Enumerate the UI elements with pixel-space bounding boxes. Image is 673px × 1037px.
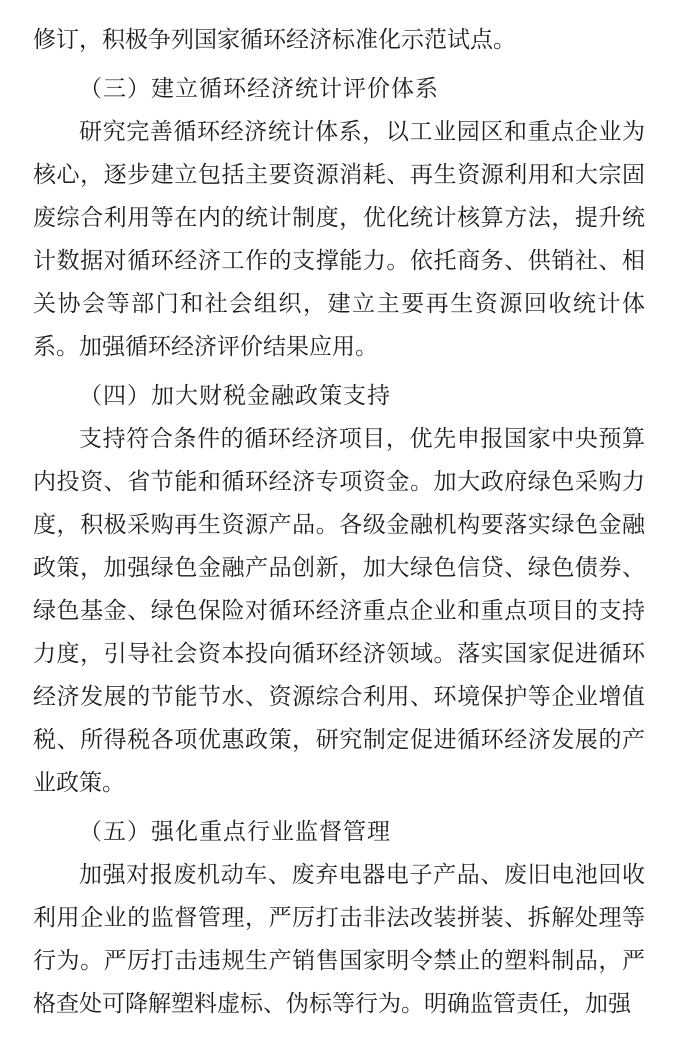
- section-heading-3: （三）建立循环经济统计评价体系: [79, 76, 439, 101]
- paragraph-industry-supervision: 加强对报废机动车、废弃电器电子产品、废旧电池回收利用企业的监督管理，严厉打击非法改装拼装、拆解处理等行为。严厉打击违规生产销售国家明令禁止的塑料制品，严格查处可降解塑料虚标、伪标等行为。明确监管责任，加强: [33, 862, 645, 1016]
- paragraph-fiscal-finance-policy: 支持符合条件的循环经济项目，优先申报国家中央预算内投资、省节能和循环经济专项资金。加大政府绿色采购力度，积极采购再生资源产品。各级金融机构要落实绿色金融政策，加强绿色金融产品创新，加大绿色信贷、绿色债券、绿色基金、绿色保险对循环经济重点企业和重点项目的支持力度，引导社会资本投向循环经济领域。落实国家促进循环经济发展的节能节水、资源综合利用、环境保护等企业增值税、所得税各项优惠政策，研究制定促进循环经济发展的产业政策。: [33, 426, 645, 795]
- section-heading-5: （五）强化重点行业监督管理: [79, 819, 391, 844]
- section-heading-4: （四）加大财税金融政策支持: [79, 383, 391, 408]
- paragraph-statistics-system: 研究完善循环经济统计体系，以工业园区和重点企业为核心，逐步建立包括主要资源消耗、再生资源利用和大宗固废综合利用等在内的统计制度，优化统计核算方法，提升统计数据对循环经济工作的支撑能力。依托商务、供销社、相关协会等部门和社会组织，建立主要再生资源回收统计体系。加强循环经济评价结果应用。: [33, 119, 645, 359]
- paragraph-continuation: 修订，积极争列国家循环经济标准化示范试点。: [33, 27, 516, 52]
